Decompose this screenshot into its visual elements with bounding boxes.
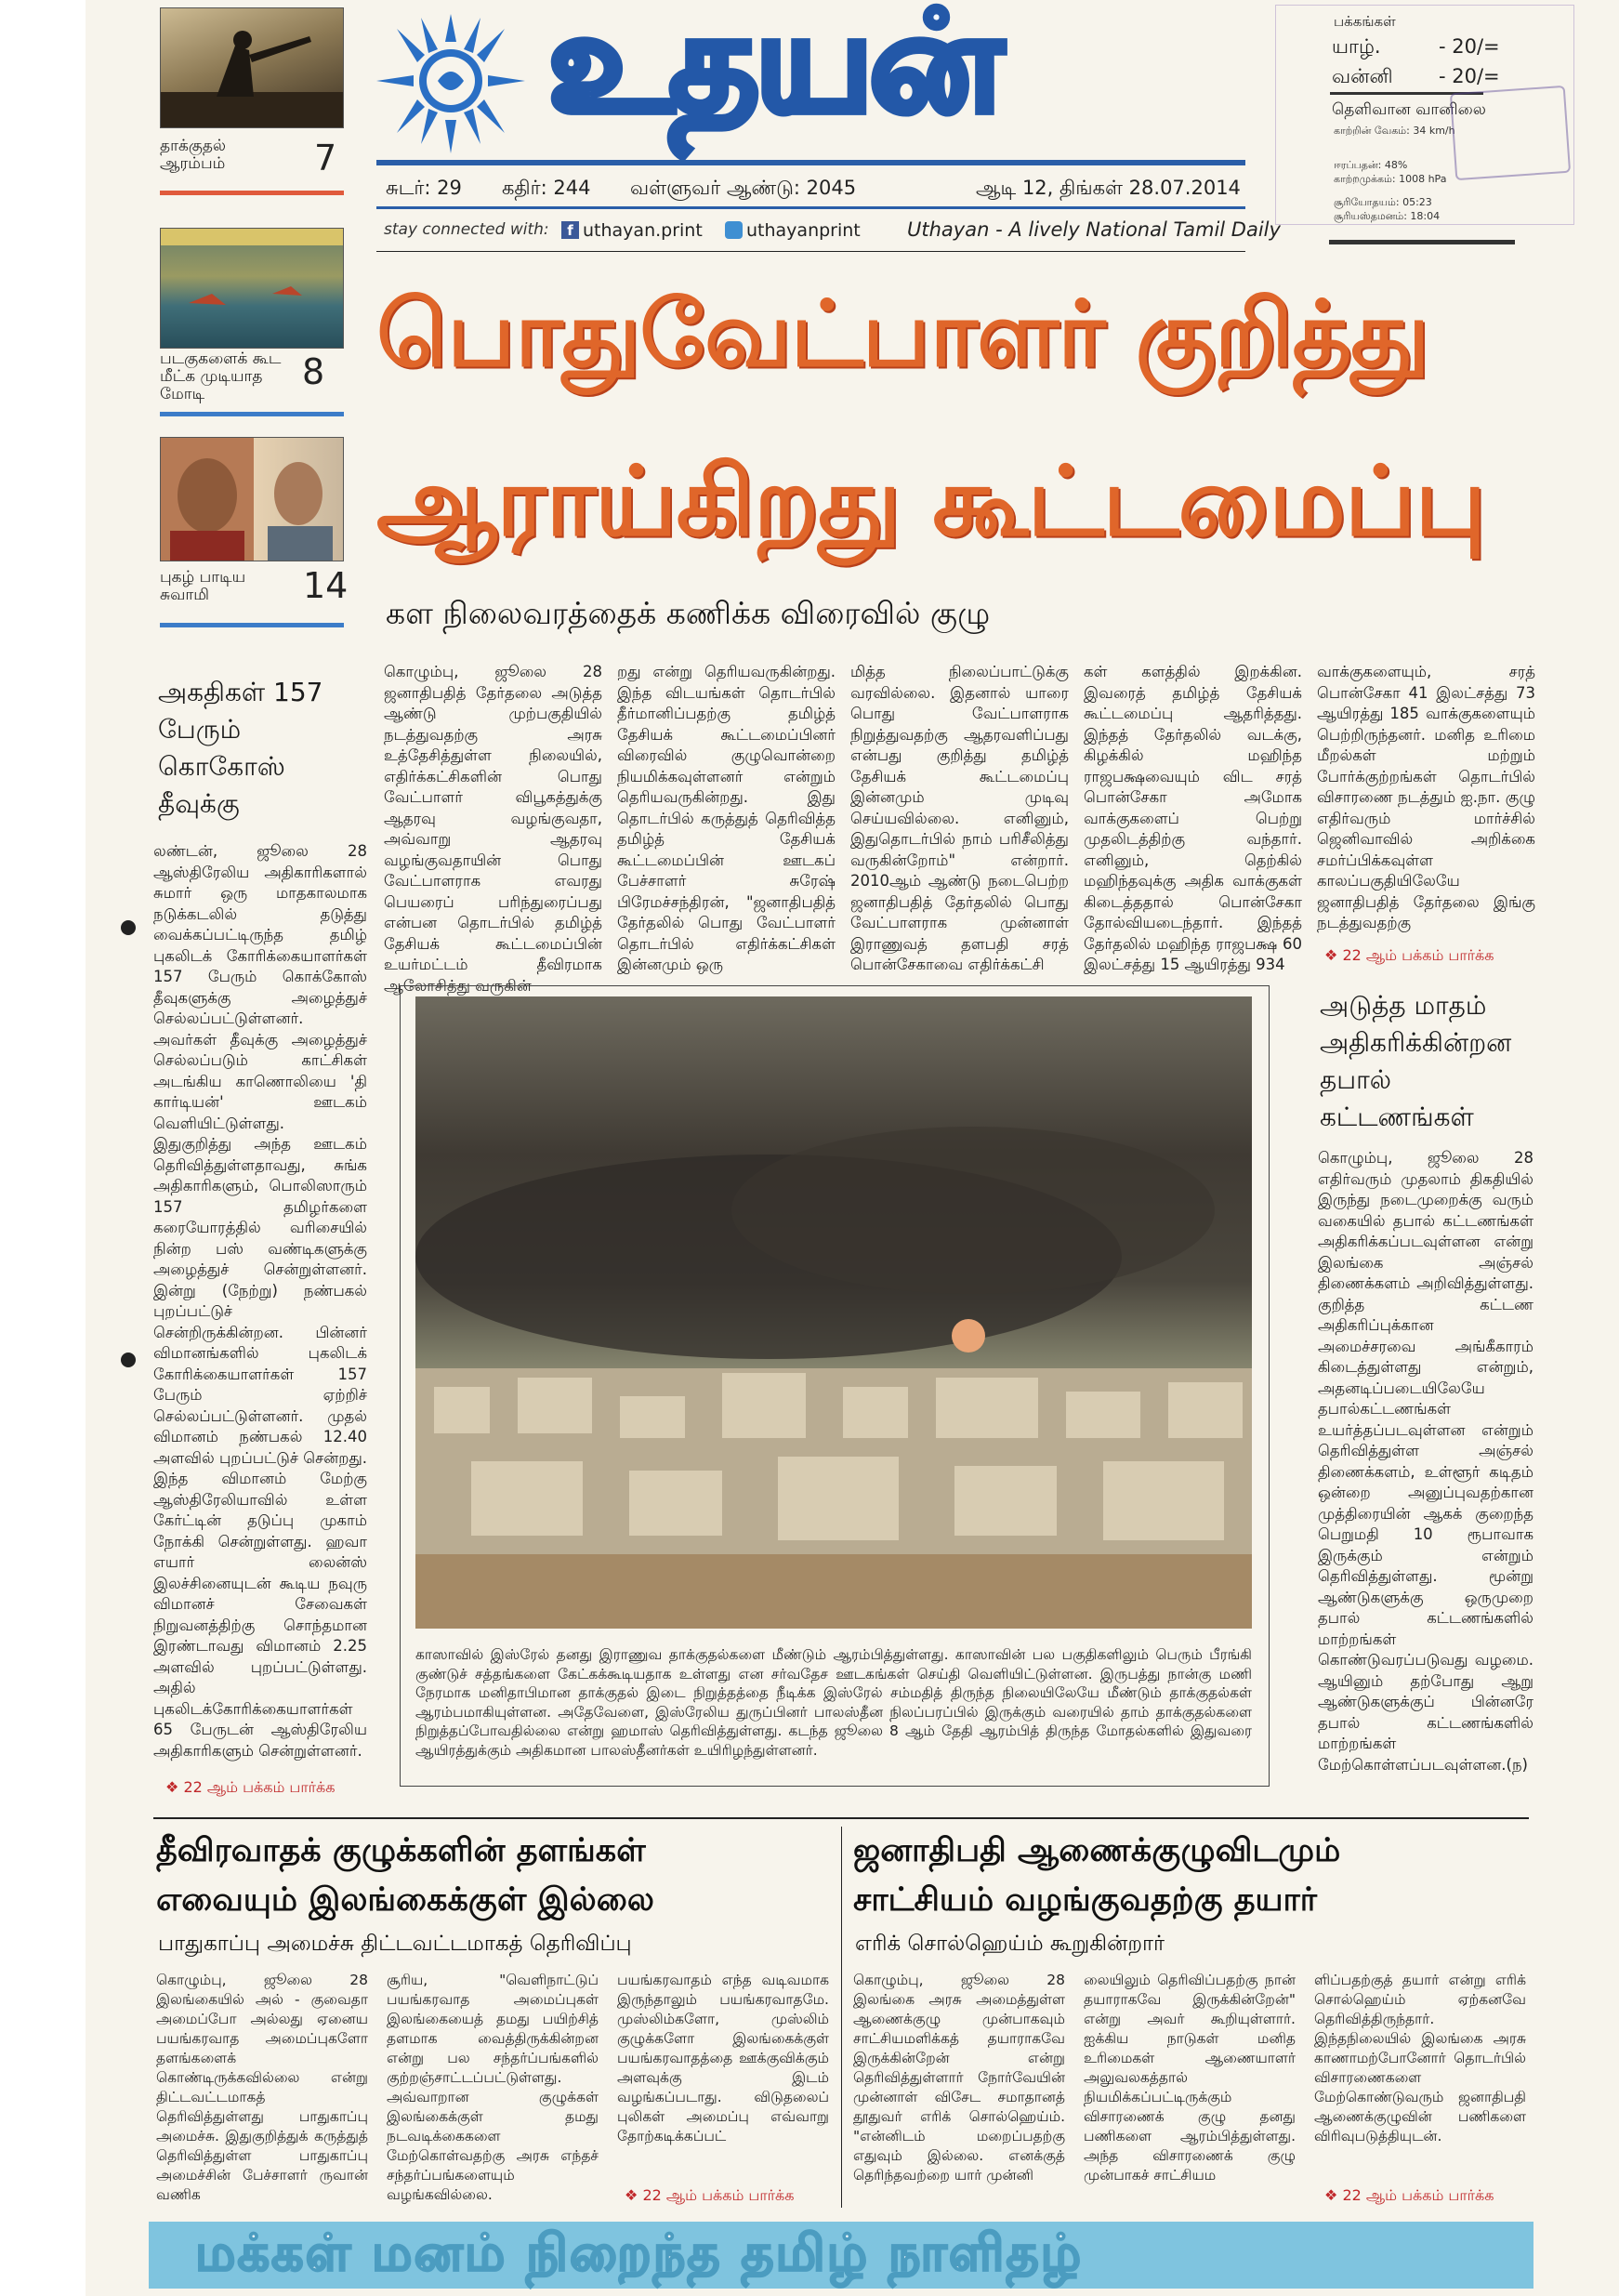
city-skyline-icon bbox=[415, 996, 1252, 1629]
bottom-right-column: லையிலும் தெரிவிப்பதற்கு நான் தயாராகவே இருக்கின்றேன்" என்று அவர் கூறியுள்ளார். ஐக்கிய நாடுகள் மனித உரிமைகள் ஆணையாளர் அலுவலகத்தால் நியமிக்கப்பட்டிருக்கும் விசாரணைக் குழு தனது பணிகளை ஆரம்பித்துள்ளது. அந்த விசாரணைக் குழு முன்பாகச் சாட்சியம bbox=[1084, 1972, 1296, 2184]
continued-icon: ❖ bbox=[1324, 2186, 1343, 2204]
price-row-place: யாழ். bbox=[1332, 35, 1381, 58]
facebook-icon: f bbox=[561, 221, 579, 239]
teaser-page-number: 8 bbox=[302, 351, 325, 392]
price-row-place: வன்னி bbox=[1332, 65, 1393, 87]
footer-banner bbox=[149, 2222, 1533, 2289]
punch-hole bbox=[121, 920, 136, 935]
issue-sudar: சுடர்: 29 bbox=[386, 177, 462, 199]
lead-column: மித்த நிலைப்பாட்டுக்கு வரவில்லை. இதனால் யாரை பொது வேட்பாளராக நிறுத்துவதற்கு ஆதரவளிப்பது என்பது குறித்து தமிழ்த் தேசியக் கூட்டமைப்பு இன்னமும் முடிவு செய்யவில்லை. எனினும், இதுதொடர்பில் நாம் பரிசீலித்து வருகின்றோம்" என்றார். 2010ஆம் ஆண்டு நடைபெற்ற ஜனாதிபதித் தேர்தலில் பொது வேட்பாளராக முன்னாள் இராணுவத் தளபதி சரத் பொன்சேகாவை எதிர்க்கட்சி bbox=[850, 663, 1069, 973]
masthead-underline bbox=[376, 160, 1245, 165]
lead-headline-line1[interactable]: பொதுவேட்பாளர் குறித்து bbox=[376, 282, 1429, 388]
boats-scene-icon bbox=[161, 229, 343, 348]
photo-caption: காஸாவில் இஸ்ரேல் தனது இராணுவ தாக்குதல்களை மீண்டும் ஆரம்பித்துள்ளது. காஸாவின் பல பகுதிகளிலும் பெரும் பீரங்கி குண்டுச் சத்தங்களை கேட்கக்கூடியதாக உள்ளது என சர்வதேச ஊடகங்கள் செய்தி வெளியிட்டுள்ளன. இருபத்து நான்கு மணி நேரமாக மனிதாபிமான தாக்குதல் இடை நிறுத்தத்தை நீடிக்க இஸ்ரேல் சம்மதித் திருந்த நிலையிலேயே மீண்டும் தாக்குதல்கள் ஆரம்பமாகியுள்ளன. அதேவேளை, இஸ்ரேலிய துருப்பினர் பாலஸ்தீன நிலப்பரப்பில் இருக்கும் வரையில் தாம் தாக்குதல்களை நிறுத்தப்போவதில்லை என்று ஹமாஸ் தெரிவித்துள்ளது. கடந்த ஜூலை 8 ஆம் தேதி ஆரம்பித் திருந்த மோதல்களில் இதுவரை ஆயிரத்துக்கும் அதிகமான பாலஸ்தீனர்கள் உயிரிழந்துள்ளனர். bbox=[415, 1646, 1252, 1759]
bottom-left-headline-line2[interactable]: எவையும் இலங்கைக்குள் இல்லை bbox=[156, 1881, 654, 1919]
bottom-right-column: ளிப்பதற்குத் தயார் என்று எரிக் சொல்ஹெய்ம் ஏற்கனவே தெரிவித்திருந்தார். இந்தநிலையில் இலங்கை அரசு காணாமற்போனோர் தொடர்பில் விசாரணைகளை மேற்கொண்டுவரும் ஜனாதிபதி ஆணைக்குழுவின் பணிகளை விரிவுபடுத்தியுடன். bbox=[1314, 1972, 1526, 2144]
stay-connected-label: stay connected with: bbox=[384, 220, 549, 239]
lead-column: கள் களத்தில் இறக்கின. இவரைத் தமிழ்த் தேசியக் கூட்டமைப்பு ஆதரித்தது. இந்தத் தேர்தலில் வடக்கு, கிழக்கில் மஹிந்த ராஜபக்ஷவையும் விட சரத் பொன்சேகா அமோக வாக்குகளைப் பெற்று முதலிடத்திற்கு வந்தார். எனினும், தெற்கில் மஹிந்தவுக்கு அதிக வாக்குகள் கிடைத்ததால் பொன்சேகா தோல்வியடைந்தார். இந்தத் தேர்தலில் மஹிந்த ராஜபக்ஷ 60 இலட்சத்து 15 ஆயிரத்து 934 bbox=[1084, 663, 1302, 973]
continued-icon: ❖ bbox=[1324, 946, 1343, 964]
punch-hole bbox=[121, 1353, 136, 1367]
left-story-headline[interactable]: அகதிகள் 157 பேரும் கொகோஸ் தீவுக்கு bbox=[158, 677, 323, 819]
left-story-continued-link[interactable] bbox=[165, 1778, 336, 1798]
teaser-label[interactable]: புகழ் பாடிய சுவாமி bbox=[160, 568, 246, 604]
right-story-headline[interactable]: அடுத்த மாதம் அதிகரிக்கின்றன தபால் கட்டணங்கள் bbox=[1320, 990, 1512, 1132]
price-row-value: - 20/= bbox=[1439, 35, 1500, 58]
facebook-handle[interactable]: uthayan.print bbox=[583, 220, 703, 241]
bottom-left-continued-label: 22 ஆம் பக்கம் பார்க்க bbox=[642, 2186, 795, 2204]
footer-banner-text: மக்கள் மனம் நிறைந்த தமிழ் நாளிதழ் bbox=[195, 2223, 1084, 2282]
teaser-page-number: 14 bbox=[303, 565, 349, 606]
teaser-image-boats[interactable] bbox=[160, 228, 344, 349]
right-story-body: கொழும்பு, ஜூலை 28 எதிர்வரும் முதலாம் திகதியில் இருந்து நடைமுறைக்கு வரும் வகையில் தபால் கட்டணங்கள் அதிகரிக்கப்படவுள்ளன என்று இலங்கை அஞ்சல் திணைக்களம் அறிவித்துள்ளது. குறித்த கட்டண அதிகரிப்புக்கான அமைச்சரவை அங்கீகாரம் கிடைத்துள்ளது என்றும், அதனடிப்படையிலேயே தபால்கட்டணங்கள் உயர்த்தப்படவுள்ளன என்றும் தெரிவித்துள்ள அஞ்சல் திணைக்களம், உள்ளூர் கடிதம் ஒன்றை அனுப்புவதற்கான முத்திரையின் ஆகக் குறைந்த பெறுமதி 10 ரூபாவாக இருக்கும் என்றும் தெரிவித்துள்ளது. மூன்று ஆண்டுகளுக்கு ஒருமுறை தபால் கட்டணங்களில் மாற்றங்கள் கொண்டுவரப்படுவது வழமை. ஆயினும் தற்போது ஆறு ஆண்டுகளுக்குப் பின்னரே தபால் கட்டணங்களில் மாற்றங்கள் மேற்கொள்ளப்படவுள்ளன.(ந) bbox=[1318, 1149, 1533, 1774]
teaser-divider bbox=[160, 623, 344, 627]
continued-icon: ❖ bbox=[165, 1778, 184, 1796]
bottom-right-continued-link[interactable] bbox=[1324, 2186, 1494, 2206]
bottom-left-subhead: பாதுகாப்பு அமைச்சு திட்டவட்டமாகத் தெரிவிப்பு bbox=[158, 1932, 632, 1956]
weather-line: காற்றின் வேகம்: 34 km/h bbox=[1334, 125, 1455, 137]
masthead-tagline: Uthayan - A lively National Tamil Daily bbox=[907, 218, 1281, 241]
leaders-portrait-icon bbox=[161, 438, 343, 561]
issue-year: வள்ளுவர் ஆண்டு: 2045 bbox=[630, 177, 857, 199]
teaser-label[interactable]: தாக்குதல் ஆரம்பம் bbox=[160, 137, 227, 173]
bottom-right-column: கொழும்பு, ஜூலை 28 இலங்கை அரசு அமைத்துள்ள ஆணைக்குழு முன்பாகவும் சாட்சியமளிக்கத் தயாராகவே இருக்கின்றேன் என்று தெரிவித்துள்ளார் நோர்வேயின் முன்னாள் விசேட சமாதானத் தூதுவர் எரிக் சொல்ஹெய்ம். "என்னிடம் மறைப்பதற்கு எதுவும் இல்லை. எனக்குத் தெரிந்தவற்றை யார் முன்னி bbox=[853, 1972, 1065, 2184]
price-box bbox=[1275, 5, 1574, 225]
weather-line: சூரியஸ்தமனம்: 18:04 bbox=[1334, 210, 1441, 222]
teaser-divider bbox=[160, 191, 344, 195]
date-stamp bbox=[1450, 86, 1571, 180]
date-rule bbox=[376, 206, 1245, 209]
price-box-title: பக்கங்கள் bbox=[1334, 13, 1396, 30]
lead-column: கொழும்பு, ஜூலை 28 ஜனாதிபதித் தேர்தலை அடுத்த ஆண்டு முற்பகுதியில் நடத்துவதற்கு அரசு உத்தேசித்துள்ள நிலையில், எதிர்க்கட்சிகளின் பொது வேட்பாளர் விபூகத்துக்கு ஆதரவு வழங்குவதா, அவ்வாறு ஆதரவு வழங்குவதாயின் பொது வேட்பாளராக எவரது பெயரைப் பரிந்துரைப்பது என்பன தொடர்பில் தமிழ்த் தேசியக் கூட்டமைப்பின் உயர்மட்டம் தீவிரமாக ஆலோசித்து வருகின் bbox=[384, 663, 602, 995]
section-divider bbox=[153, 1817, 1529, 1819]
bottom-left-column: கொழும்பு, ஜூலை 28 இலங்கையில் அல் - குவைதா அமைப்போ அல்லது ஏனைய பயங்கரவாத அமைப்புகளோ தளங்களைக் கொண்டிருக்கவில்லை என்று திட்டவட்டமாகத் தெரிவித்துள்ளது பாதுகாப்பு அமைச்சு. இதுகுறித்துக் கருத்துத் தெரிவித்துள்ள பாதுகாப்பு அமைச்சின் பேச்சாளர் ருவான் வணிக bbox=[156, 1972, 368, 2203]
bottom-left-headline-line1[interactable]: தீவிரவாதக் குழுக்களின் தளங்கள் bbox=[156, 1832, 646, 1869]
teaser-label[interactable]: படகுகளைக் கூட மீட்க முடியாத மோடி bbox=[160, 350, 282, 403]
lead-subhead: கள நிலைவரத்தைக் கணிக்க விரைவில் குழு bbox=[386, 595, 991, 631]
lead-column: வாக்குகளையும், சரத் பொன்சேகா 41 இலட்சத்து 73 ஆயிரத்து 185 வாக்குகளையும் பெற்றிருந்தனர். மனித உரிமை மீறல்கள் மற்றும் போர்க்குற்றங்கள் தொடர்பில் விசாரணை நடத்தும் ஐ.நா. குழு எதிர்வரும் மார்ச்சில் ஜெனிவாவில் அறிக்கை சமர்ப்பிக்கவுள்ள காலப்பகுதியிலேயே ஜனாதிபதித் தேர்தலை இங்கு நடத்துவதற்கு bbox=[1317, 663, 1535, 931]
soldier-figure-icon bbox=[161, 8, 343, 127]
teaser-image-soldier[interactable] bbox=[160, 7, 344, 128]
bottom-right-continued-label: 22 ஆம் பக்கம் பார்க்க bbox=[1342, 2186, 1494, 2204]
tagline-rule bbox=[376, 251, 1245, 252]
bottom-left-continued-link[interactable] bbox=[625, 2186, 795, 2206]
issue-kathir: கதிர்: 244 bbox=[502, 177, 591, 199]
left-story-continued-label: 22 ஆம் பக்கம் பார்க்க bbox=[183, 1778, 336, 1796]
left-story-body: லண்டன், ஜூலை 28 ஆஸ்திரேலிய அதிகாரிகளால் சுமார் ஒரு மாதகாலமாக நடுக்கடலில் தடுத்து வைக்கப்பட்டிருந்த தமிழ் புகலிடக் கோரிக்கையாளர்கள் 157 பேரும் கொக்கோஸ் தீவுகளுக்கு அழைத்துச் செல்லப்பட்டுள்ளனர். அவர்கள் தீவுக்கு அழைத்துச் செல்லப்படும் காட்சிகள் அடங்கிய காணொலியை 'தி கார்டியன்' ஊடகம் வெளியிட்டுள்ளது. இதுகுறித்து அந்த ஊடகம் தெரிவித்துள்ளதாவது, சுங்க அதிகாரிகளும், பொலிஸாரும் 157 தமிழர்களை கரையோரத்தில் வரிசையில் நின்ற பஸ் வண்டிகளுக்கு அழைத்துச் சென்றுள்ளனர். இன்று (நேற்று) நண்பகல் புறப்பட்டுச் சென்றிருக்கின்றன. பின்னர் விமானங்களில் புகலிடக் கோரிக்கையாளர்கள் 157 பேரும் ஏற்றிச் செல்லப்பட்டுள்ளனர். முதல் விமானம் நண்பகல் 12.40 அளவில் புறப்பட்டுச் சென்றது. இந்த விமானம் மேற்கு ஆஸ்திரேலியாவில் உள்ள கேர்ட்டின் தடுப்பு முகாம் நோக்கி சென்றுள்ளது. ஹவா எயார் லைன்ஸ் இலச்சினையுடன் கூடிய நவுரு விமானச் சேவைகள் நிறுவனத்திற்கு சொந்தமான இரண்டாவது விமானம் 2.25 அளவில் புறப்பட்டுள்ளது. அதில் புகலிடக்கோரிக்கையாளர்கள் 65 பேருடன் ஆஸ்திரேலிய அதிகாரிகளும் சென்றுள்ளனர். bbox=[153, 842, 368, 1760]
price-box-rule bbox=[1329, 240, 1515, 244]
bottom-right-headline-line2[interactable]: சாட்சியம் வழங்குவதற்கு தயார் bbox=[853, 1881, 1318, 1919]
gaza-photo[interactable] bbox=[415, 996, 1252, 1629]
continued-icon: ❖ bbox=[625, 2186, 643, 2204]
twitter-handle[interactable]: uthayanprint bbox=[746, 220, 861, 241]
lead-column: றது என்று தெரியவருகின்றது. இந்த விடயங்கள் தொடர்பில் தீர்மானிப்பதற்கு தமிழ்த் தேசியக் கூட்டமைப்பினர் விரைவில் குழுவொன்றை நியமிக்கவுள்ளனர் என்றும் தெரியவருகின்றது. இது தொடர்பில் கருத்துத் தெரிவித்த தமிழ்த் தேசியக் கூட்டமைப்பின் ஊடகப் பேச்சாளர் சுரேஷ் பிரேமச்சந்திரன், "ஜனாதிபதித் தேர்தலில் பொது வேட்பாளர் தொடர்பில் எதிர்க்கட்சிகள் இன்னமும் ஒரு bbox=[617, 663, 836, 973]
weather-line: சூரியோதயம்: 05:23 bbox=[1334, 196, 1432, 208]
bottom-right-headline-line1[interactable]: ஜனாதிபதி ஆணைக்குழுவிடமும் bbox=[853, 1832, 1341, 1869]
bottom-right-subhead: எரிக் சொல்ஹெய்ம் கூறுகின்றார் bbox=[855, 1932, 1165, 1956]
bottom-column-divider bbox=[841, 1827, 842, 2208]
teaser-divider bbox=[160, 412, 344, 416]
lead-continued-label: 22 ஆம் பக்கம் பார்க்க bbox=[1342, 946, 1494, 964]
lead-continued-link[interactable] bbox=[1324, 946, 1494, 966]
weather-line: ஈரப்பதன்: 48% bbox=[1334, 159, 1408, 171]
masthead-logo[interactable]: உதயன் bbox=[548, 0, 1000, 142]
weather-title: தெளிவான வானிலை bbox=[1332, 100, 1486, 119]
weather-line: காற்றமுக்கம்: 1008 hPa bbox=[1334, 173, 1447, 185]
teaser-image-leaders[interactable] bbox=[160, 437, 344, 561]
bottom-left-column: சூரிய, "வெளிநாட்டுப் பயங்கரவாத அமைப்புகள் இலங்கையைத் தமது பயிற்சித் தளமாக வைத்திருக்கின்றன என்று பல சந்தர்ப்பங்களில் குற்றஞ்சாட்டப்பட்டுள்ளது. அவ்வாறான குழுக்கள் இலங்கைக்குள் தமது நடவடிக்கைகளை மேற்கொள்வதற்கு அரசு எந்தச் சந்தர்ப்பங்களையும் வழங்கவில்லை. bbox=[387, 1972, 599, 2203]
twitter-icon bbox=[725, 221, 743, 239]
sun-logo-icon bbox=[376, 14, 525, 153]
teaser-page-number: 7 bbox=[314, 138, 337, 178]
lead-headline-line2[interactable]: ஆராய்கிறது கூட்டமைப்பு bbox=[376, 446, 1486, 558]
issue-date: ஆடி 12, திங்கள் 28.07.2014 bbox=[976, 177, 1241, 199]
bottom-left-column: பயங்கரவாதம் எந்த வடிவமாக இருந்தாலும் பயங்கரவாதமே. முஸ்லிம்களோ, முஸ்லிம் குழுக்களோ இலங்கைக்குள் பயங்கரவாதத்தை ஊக்குவிக்கும் அளவுக்கு இடம் வழங்கப்படாது. விடுதலைப் புலிகள் அமைப்பு எவ்வாறு தோற்கடிக்கப்பட் bbox=[617, 1972, 829, 2144]
price-row-value: - 20/= bbox=[1439, 65, 1500, 87]
